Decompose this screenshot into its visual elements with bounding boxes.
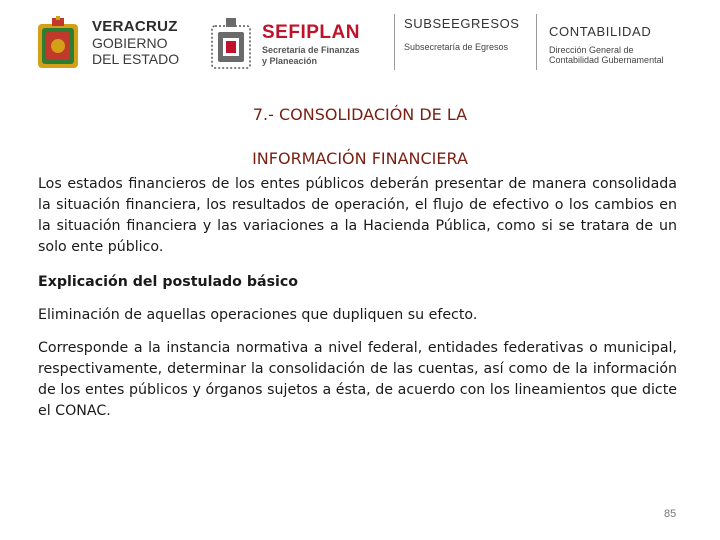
veracruz-line2: GOBIERNO (92, 35, 168, 51)
slide-title-line2: INFORMACIÓN FINANCIERA (252, 149, 468, 168)
slide-title (0, 93, 720, 181)
veracruz-seal-icon (36, 16, 80, 70)
sefiplan-title: SEFIPLAN (262, 22, 360, 43)
page-number: 85 (664, 508, 677, 520)
slide-title-line1: 7.- CONSOLIDACIÓN DE LA (252, 105, 468, 124)
paragraph-responsibility: Corresponde a la instancia normativa a nivel federal, entidades federativas o municipal, respectivamente, determinar la consolidación de las cuentas, así como de la información de los entes públicos y órganos sujetos a ésta, de acuerdo con los lineamientos que dicte el CONAC. (38, 340, 677, 419)
header-divider (536, 14, 537, 70)
slide-body (38, 174, 677, 422)
sefiplan-seal-icon (208, 16, 254, 70)
sefiplan-sub2: y Planeación (262, 56, 318, 66)
paragraph-definition: Los estados financieros de los entes públicos deberán presentar de manera consolidada la situación financiera, los resultados de operación, el flujo de efectivo o los cambios en la situación financiera y las variaciones a la Hacienda Pública, como si se tratara de un solo ente público. (38, 176, 677, 255)
veracruz-line3: DEL ESTADO (92, 51, 180, 67)
contabilidad-title: CONTABILIDAD (549, 24, 652, 39)
contabilidad-desc: Dirección General de Contabilidad Gubernamental (549, 45, 664, 65)
header-logos (0, 0, 720, 90)
sefiplan-sub1: Secretaría de Finanzas (262, 45, 360, 55)
subsecretaria-title: SUBSEEGRESOS (404, 16, 520, 31)
header-divider (394, 14, 395, 70)
sefiplan-subtitle (262, 45, 360, 67)
veracruz-wordmark (92, 19, 179, 67)
veracruz-line1: VERACRUZ (92, 18, 178, 35)
section-heading: Explicación del postulado básico (38, 274, 299, 290)
subsecretaria-desc: Subsecretaría de Egresos (404, 42, 509, 52)
paragraph-explanation: Eliminación de aquellas operaciones que dupliquen su efecto. (38, 307, 478, 323)
